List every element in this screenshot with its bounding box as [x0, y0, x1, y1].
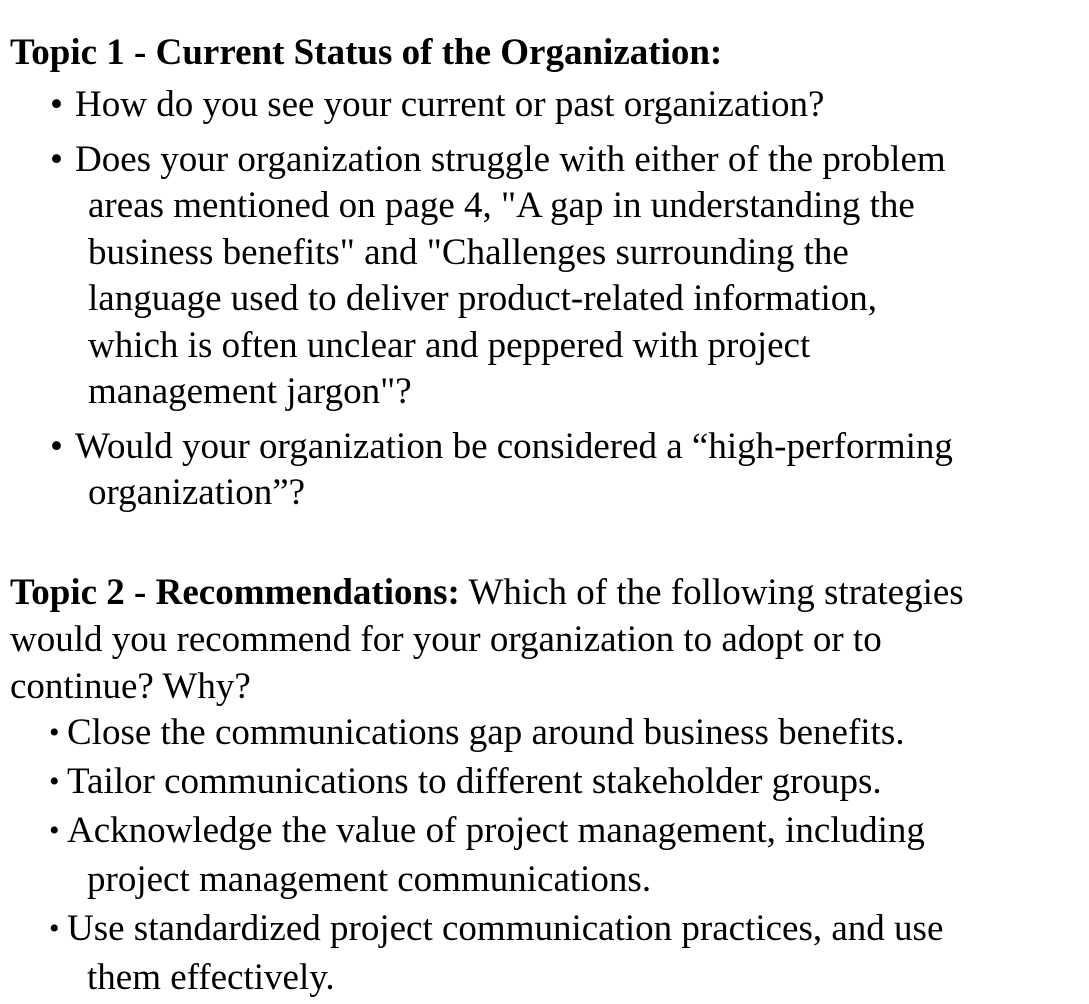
bullet-icon: • — [50, 138, 63, 180]
topic2-intro-text: would you recommend for your organization to adopt or to — [10, 619, 882, 660]
list-item — [50, 82, 953, 129]
topic2-intro-text: continue? Why? — [10, 666, 251, 707]
topic1-heading: Topic 1 - Current Status of the Organization: — [10, 32, 723, 73]
list-item-text: them effectively. — [87, 957, 335, 998]
list-item-text: Use standardized project communication practices, and use — [67, 908, 944, 949]
list-item-text: language used to deliver product-related information, — [88, 278, 878, 319]
list-item-text: which is often unclear and peppered with project — [88, 324, 811, 366]
list-item-text: Would your organization be considered a “high-performing — [75, 425, 953, 467]
bullet-icon: • — [49, 765, 60, 798]
list-item — [50, 137, 953, 416]
list-item-text: project management communications. — [87, 859, 652, 900]
list-item-text: Acknowledge the value of project management, including — [67, 810, 925, 851]
bullet-icon: • — [49, 912, 60, 945]
list-item-text: management jargon"? — [88, 371, 412, 412]
list-item — [49, 806, 943, 904]
topic1-question-list — [50, 82, 953, 517]
list-item — [49, 708, 943, 757]
topic2-intro-text: Which of the following strategies — [459, 572, 964, 613]
list-item — [49, 757, 943, 806]
list-item-text: Does your organization struggle with either of the problem — [75, 138, 946, 180]
list-item-text: How do you see your current or past organization? — [75, 84, 825, 125]
list-item — [49, 904, 943, 1002]
bullet-icon: • — [49, 814, 60, 847]
list-item — [50, 424, 953, 517]
topic2-heading: Topic 2 - Recommendations: — [10, 572, 460, 613]
bullet-icon: • — [50, 425, 63, 467]
topic2-paragraph — [10, 569, 1070, 710]
topic2-strategy-list — [49, 708, 943, 1002]
list-item-text: Tailor communications to different stakeholder groups. — [67, 761, 882, 802]
bullet-icon: • — [49, 716, 60, 749]
list-item-text: Close the communications gap around business benefits. — [67, 712, 905, 753]
list-item-text: business benefits" and "Challenges surrounding the — [88, 231, 849, 273]
bullet-icon: • — [50, 84, 63, 125]
list-item-text: organization”? — [88, 472, 306, 513]
list-item-text: areas mentioned on page 4, "A gap in understanding the — [88, 185, 915, 226]
